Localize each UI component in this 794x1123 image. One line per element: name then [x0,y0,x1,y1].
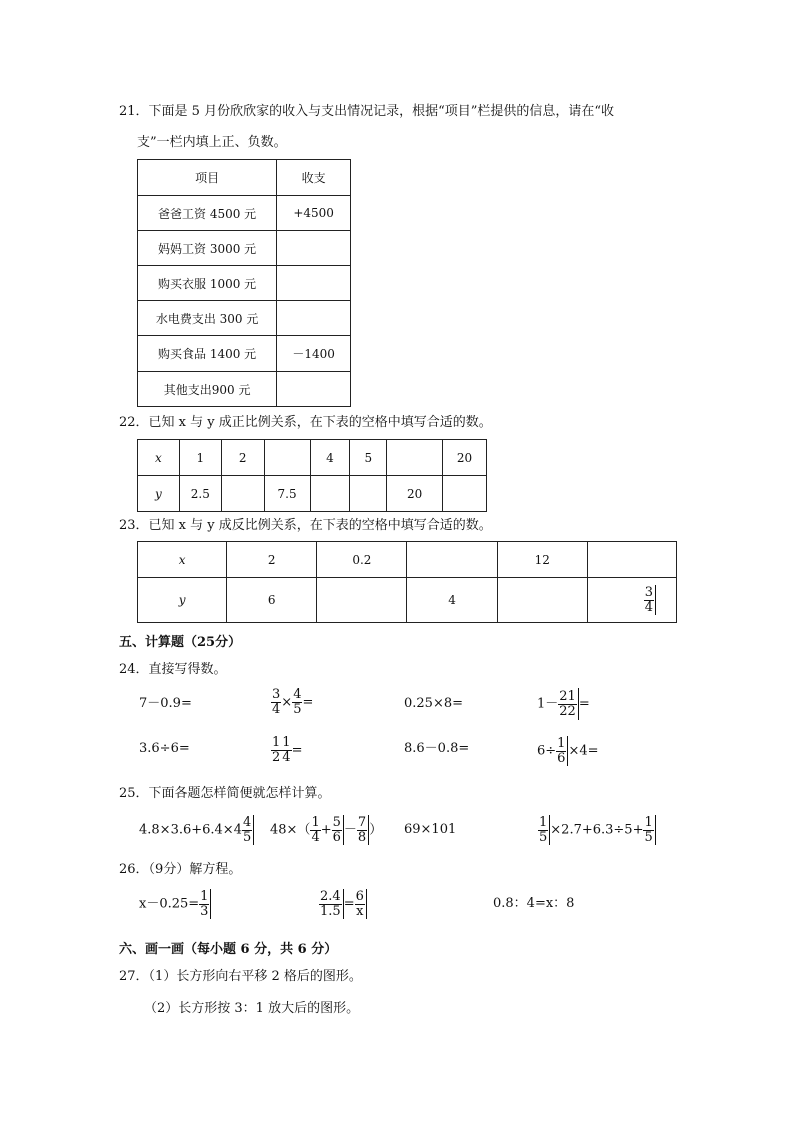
q21-header-item: 项目 [138,160,277,196]
q23-cell[interactable]: 2 [227,542,317,578]
q25-e4: $\frac{1}{5}$ ×2.7+6.3÷5+ $\frac{1}{5}$ [538,815,656,845]
q22-cell[interactable] [443,476,487,512]
q23-cell[interactable] [317,578,407,623]
q26-f1: x－0.25= $\frac{1}{3}$ [139,889,211,919]
q23-cell[interactable]: 6 [227,578,317,623]
q21-line1: 21．下面是 5 月份欣欣家的收入与支出情况记录，根据“项目”栏提供的信息，请在“收 [119,104,615,119]
q21-value[interactable]: +4500 [277,196,351,231]
q22-cell[interactable]: 1 [179,440,221,476]
section-5-title: 五、计算题（25分） [119,635,242,650]
q23-x-label: x [138,542,227,578]
q23-cell[interactable] [407,542,497,578]
q23-y-denominator: 4 [644,599,654,615]
q25-text: 25．下面各题怎样简便就怎样计算。 [119,786,331,801]
q23-cell[interactable] [587,542,676,578]
q23-cell-fraction[interactable] [587,578,676,623]
q22-x-label: x [138,440,180,476]
q24-a1: 7－0.9= [139,696,192,711]
q22-cell[interactable] [350,476,387,512]
q22-cell[interactable] [310,476,350,512]
q22-cell[interactable]: 2.5 [179,476,221,512]
q21-item: 购买食品 1400 元 [138,336,277,372]
q21-value[interactable] [277,231,351,266]
q22-cell[interactable]: 2 [221,440,264,476]
q26-text: 26．（9分）解方程。 [119,862,242,877]
q27-text: 27．（1）长方形向右平移 2 格后的图形。 [119,969,362,984]
q21-item: 购买衣服 1000 元 [138,266,277,301]
q24-text: 24．直接写得数。 [119,662,227,677]
q21-value[interactable] [277,372,351,407]
q22-cell[interactable] [221,476,264,512]
q23-text: 23．已知 x 与 y 成反比例关系，在下表的空格中填写合适的数。 [119,518,492,533]
q22-cell[interactable]: 5 [350,440,387,476]
q22-y-label: y [138,476,180,512]
q24-a2: $\frac{3}{4}$ × $\frac{4}{5}$ = [272,687,314,717]
q22-table [137,439,487,512]
q27-sub2: （2）长方形按 3：1 放大后的图形。 [144,1001,360,1016]
q25-e2: 48×（ $\frac{1}{4}$ + $\frac{5}{6}$ － $\frac{7}{8}$ ） [270,814,383,845]
q22-cell[interactable]: 20 [387,476,443,512]
q24-b4: 6÷ $\frac{1}{6}$ ×4= [537,735,599,766]
q22-cell[interactable] [264,440,310,476]
q24-b1: 3.6÷6= [139,741,190,756]
q22-cell[interactable]: 20 [443,440,487,476]
q21-value[interactable]: －1400 [277,336,351,372]
q24-a3: 0.25×8= [404,696,464,711]
q22-cell[interactable]: 4 [310,440,350,476]
q26-f3: 0.8：4=x：8 [493,896,575,911]
q23-cell[interactable] [497,578,587,623]
section-6-title: 六、画一画（每小题 6 分，共 6 分） [119,942,338,957]
q21-header-value: 收支 [277,160,351,196]
q26-f2: $\frac{2.4}{1.5}$ = $\frac{6}{x}$ [319,889,367,919]
q21-value[interactable] [277,266,351,301]
q22-cell[interactable]: 7.5 [264,476,310,512]
q22-text: 22．已知 x 与 y 成正比例关系，在下表的空格中填写合适的数。 [119,415,492,430]
q21-item: 爸爸工资 4500 元 [138,196,277,231]
q21-value[interactable] [277,301,351,336]
q21-item: 其他支出900 元 [138,372,277,407]
q25-e1: 4.8×3.6+6.4×4 $\frac{4}{5}$ [139,815,254,845]
q21-item: 水电费支出 300 元 [138,301,277,336]
q21-item: 妈妈工资 3000 元 [138,231,277,266]
q22-cell[interactable] [387,440,443,476]
q25-e3: 69×101 [404,822,457,837]
q21-line2: 支”一栏内填上正、负数。 [137,135,287,150]
q23-y-label: y [138,578,227,623]
q24-b3: 8.6－0.8= [404,741,470,756]
q21-table [137,159,351,407]
q23-cell[interactable]: 12 [497,542,587,578]
q24-b2: $\frac{1}{2}$ $\frac{1}{4}$ = [272,735,303,765]
q23-cell[interactable]: 4 [407,578,497,623]
q23-table [137,541,677,623]
q23-cell[interactable]: 0.2 [317,542,407,578]
q24-a4: 1－ $\frac{21}{22}$ = [537,688,590,719]
q23-y-numerator: 3 [644,584,654,600]
